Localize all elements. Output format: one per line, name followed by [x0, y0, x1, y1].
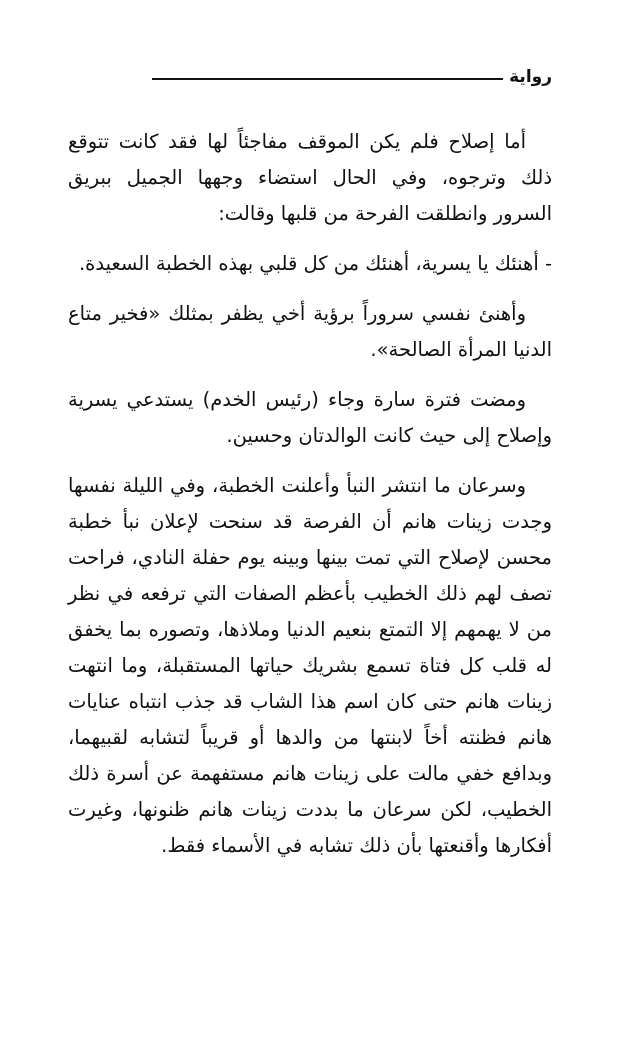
paragraph-2-dialogue: - أهنئك يا يسرية، أهنئك من كل قلبي بهذه الخطبة السعيدة.: [78, 252, 552, 275]
paragraph-5: وسرعان ما انتشر النبأ وأعلنت الخطبة، وفي الليلة نفسها وجدت زينات هانم أن الفرصة قد سنحت لإعلان نبأ خطبة محسن لإصلاح التي تمت بينها وبينه يوم حفلة النادي، فراحت تصف لهم ذلك الخطيب بأعظم الصفات التي ترفعه في نظر من لا يهمهم إلا التمتع بنعيم الدنيا وملاذها، وتصوره بما يخفق له قلب كل فتاة تسمع بشريك حياتها المستقبلة، وما انتهت زينات هانم حتى كان اسم هذا الشاب قد جذب انتباه عنايات هانم فظنته أخاً لابنتها من والدها أو قريباً لتشابه لقبيهما، وبدافع خفي مالت على زينات هانم مستفهمة عن أسرة ذلك الخطيب، لكن سرعان ما بددت زينات هانم ظنونها، وغيرت أفكارها وأقنعتها بأن ذلك تشابه في الأسماء فقط.: [68, 474, 552, 857]
header-label: رواية: [509, 67, 552, 87]
text-body: [68, 124, 552, 864]
paragraph-4: ومضت فترة سارة وجاء (رئيس الخدم) يستدعي يسرية وإصلاح إلى حيث كانت الوالدتان وحسين.: [68, 388, 552, 447]
paragraph-3: وأهنئ نفسي سروراً برؤية أخي يظفر بمثلك «فخير متاع الدنيا المرأة الصالحة».: [68, 302, 552, 361]
running-header: [152, 62, 552, 92]
paragraph-1: أما إصلاح فلم يكن الموقف مفاجئاً لها فقد كانت تتوقع ذلك وترجوه، وفي الحال استضاء وجهها الجميل ببريق السرور وانطلقت الفرحة من قلبها وقالت:: [68, 130, 552, 225]
header-rule: [152, 78, 503, 80]
